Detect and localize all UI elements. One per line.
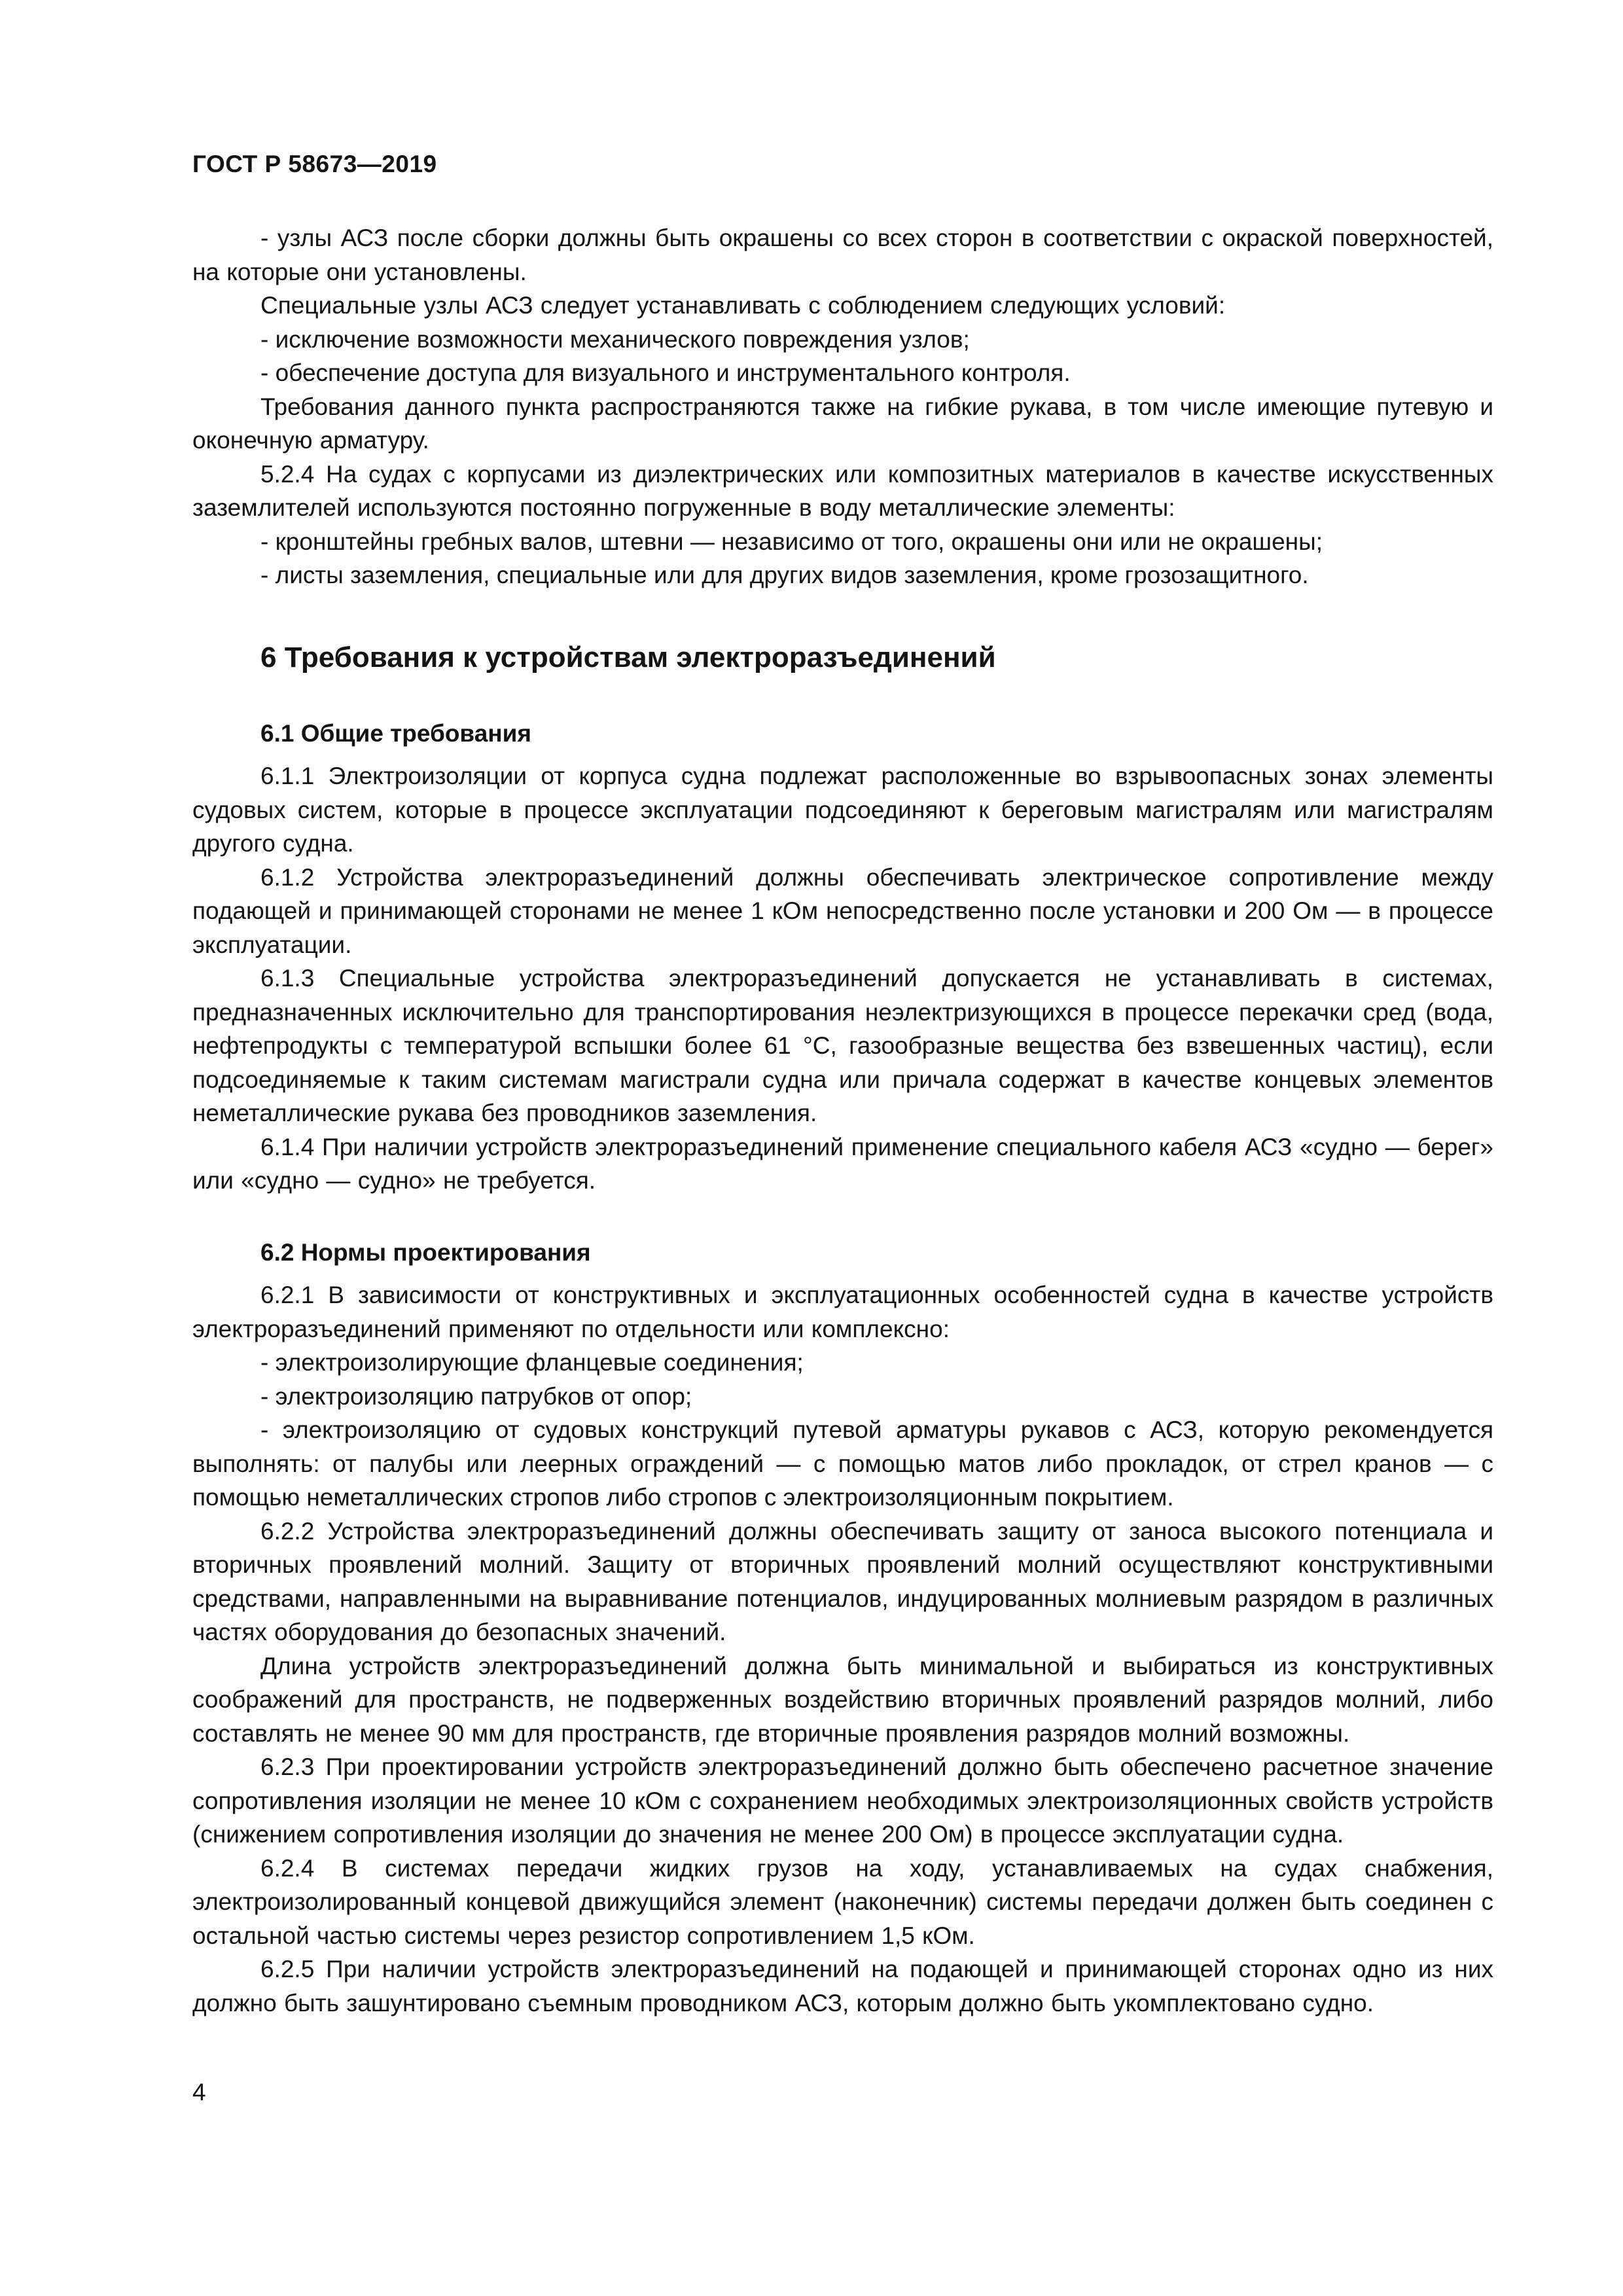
list-item-condition-1: - исключение возможности механического повреждения узлов;	[260, 325, 970, 353]
paragraph-6-1-1: 6.1.1 Электроизоляции от корпуса судна подлежат расположенные во взрывоопасных зонах элементы судовых систем, которые в процессе эксплуатации подсоединяют к береговым магистралям или магистралям другого судна.	[192, 762, 1493, 857]
paragraph-6-2-2: 6.2.2 Устройства электроразъединений должны обеспечивать защиту от заноса высокого потенциала и вторичных проявлений молний. Защиту от вторичных проявлений молний осуществляют конструктивными средствами, направленными на выравнивание потенциалов, индуцированных молниевым разрядом в различных частях оборудования до безопасных значений.	[192, 1517, 1493, 1645]
paragraph-applies: Требования данного пункта распространяются также на гибкие рукава, в том числе имеющие путевую и оконечную арматуру.	[192, 393, 1493, 454]
paragraph-6-1-3: 6.1.3 Специальные устройства электроразъединений допускается не устанавливать в системах, предназначенных исключительно для транспортирования неэлектризующихся в процессе перекачки сред (вода, нефтепродукты с температурой вспышки более 61 °С, газообразные вещества без взвешенных частиц), если подсоединяемые к таким системам магистрали судна или причала содержат в качестве концевых элементов неметаллические рукава без проводников заземления.	[192, 965, 1493, 1126]
section-6-title: 6 Требования к устройствам электроразъединений	[260, 641, 996, 673]
paragraph-special-nodes: Специальные узлы АСЗ следует устанавливать с соблюдением следующих условий:	[260, 292, 1226, 319]
list-item-5-2-4-2: - листы заземления, специальные или для других видов заземления, кроме грозозащитного.	[260, 562, 1309, 588]
paragraph-6-1-2: 6.1.2 Устройства электроразъединений должны обеспечивать электрическое сопротивление между подающей и принимающей сторонами не менее 1 кОм непосредственно после установки и 200 Ом — в процессе эксплуатации.	[192, 863, 1493, 958]
paragraph-5-2-4: 5.2.4 На судах с корпусами из диэлектрических или композитных материалов в качестве искусственных заземлителей используются постоянно погруженные в воду металлические элементы:	[192, 460, 1493, 521]
list-item-6-2-1-1: - электроизолирующие фланцевые соединения;	[260, 1349, 804, 1376]
paragraph-6-1-4: 6.1.4 При наличии устройств электроразъединений применение специального кабеля АСЗ «судно — берег» или «судно — судно» не требуется.	[192, 1133, 1493, 1194]
paragraph-6-2-3: 6.2.3 При проектировании устройств электроразъединений должно быть обеспечено расчетное значение сопротивления изоляции не менее 10 кОм с сохранением необходимых электроизоляционных свойств устройств (снижением сопротивления изоляции до значения не менее 200 Ом) в процессе эксплуатации судна.	[192, 1753, 1493, 1848]
list-item-paint: - узлы АСЗ после сборки должны быть окрашены со всех сторон в соответствии с окраской поверхностей, на которые они установлены.	[192, 224, 1493, 285]
paragraph-6-2-4: 6.2.4 В системах передачи жидких грузов на ходу, устанавливаемых на судах снабжения, электроизолированный концевой движущийся элемент (наконечник) системы передачи должен быть соединен с остальной частью системы через резистор сопротивлением 1,5 кОм.	[192, 1854, 1493, 1949]
list-item-6-2-1-2: - электроизоляцию патрубков от опор;	[260, 1382, 692, 1410]
paragraph-6-2-1: 6.2.1 В зависимости от конструктивных и эксплуатационных особенностей судна в качестве устройств электроразъединений применяют по отдельности или комплексно:	[192, 1282, 1493, 1342]
paragraph-6-2-5: 6.2.5 При наличии устройств электроразъединений на подающей и принимающей сторонах одно из них должно быть зашунтировано съемным проводником АСЗ, которым должно быть укомплектовано судно.	[192, 1956, 1493, 2017]
subsection-6-1-title: 6.1 Общие требования	[260, 719, 531, 747]
list-item-condition-2: - обеспечение доступа для визуального и инструментального контроля.	[260, 359, 1071, 386]
paragraph-6-2-2-length: Длина устройств электроразъединений должна быть минимальной и выбираться из конструктивных соображений для пространств, не подверженных воздействию вторичных проявлений разрядов молний, либо составлять не менее 90 мм для пространств, где вторичные проявления разрядов молний возможны.	[192, 1652, 1493, 1747]
document-body	[192, 221, 1493, 2020]
list-item-6-2-1-3: - электроизоляцию от судовых конструкций путевой арматуры рукавов с АСЗ, которую рекомендуется выполнять: от палубы или леерных ограждений — с помощью матов либо прокладок, от стрел кранов — с помощью неметаллических стропов либо стропов с электроизоляционным покрытием.	[192, 1416, 1493, 1511]
doc-header-code: ГОСТ Р 58673—2019	[192, 151, 437, 177]
list-item-5-2-4-1: - кронштейны гребных валов, штевни — независимо от того, окрашены они или не окрашены;	[260, 528, 1323, 555]
page-number: 4	[192, 2079, 206, 2106]
subsection-6-2-title: 6.2 Нормы проектирования	[260, 1238, 591, 1266]
